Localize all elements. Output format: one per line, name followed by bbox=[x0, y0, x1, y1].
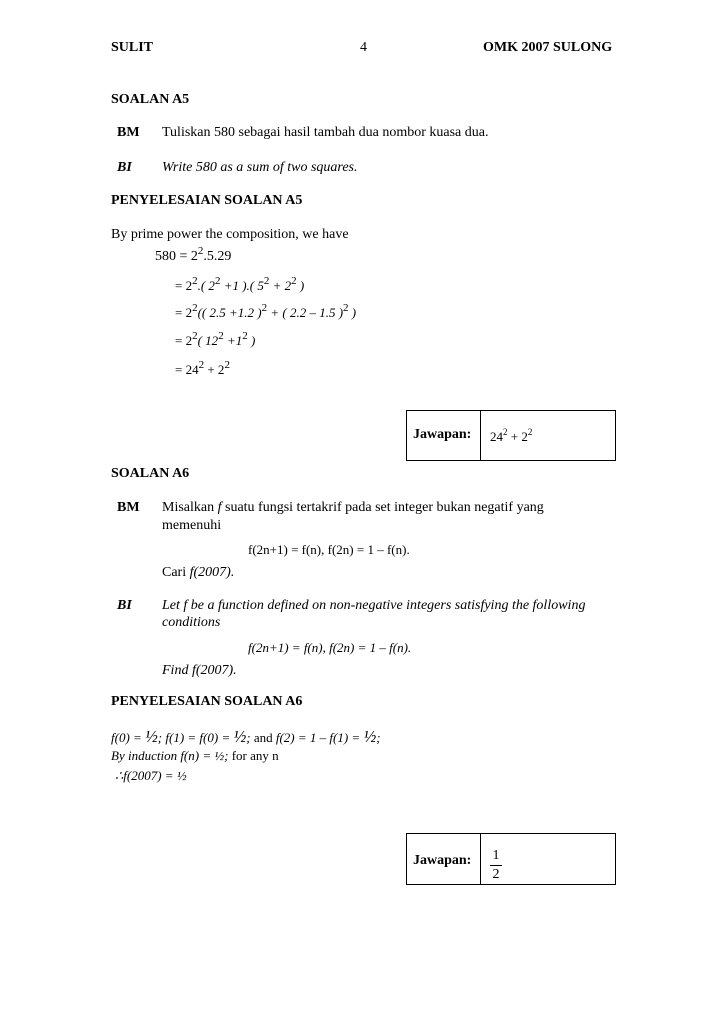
a5-step-1: $580 = 2^2.5.29$ bbox=[155, 245, 232, 264]
a6-solution-line-3: ∴f(2007) = ½ bbox=[115, 768, 187, 783]
a5-step-4: = $2^2$( $12^2 +1^2$ ) bbox=[175, 330, 256, 348]
a6-bi-text-2: conditions bbox=[162, 615, 221, 630]
a6-title: SOALAN A6 bbox=[111, 466, 190, 481]
a6-bi-tag: BI bbox=[117, 598, 132, 613]
a5-step-5: = $24^2 + 2^2$ bbox=[175, 359, 230, 377]
a5-bi-tag: BI bbox=[117, 160, 132, 175]
a5-intro: By prime power the composition, we have bbox=[111, 227, 349, 242]
a6-solution-title: PENYELESAIAN SOALAN A6 bbox=[111, 694, 303, 709]
a5-answer-label: Jawapan: bbox=[413, 427, 472, 442]
a6-bm-text-2: memenuhi bbox=[162, 518, 222, 533]
a5-answer-value: $24^2 + 2^2$ bbox=[490, 427, 533, 444]
a6-bm-text-1: Misalkan f suatu fungsi tertakrif pada set integer bukan negatif yang bbox=[162, 500, 544, 515]
a5-bm-tag: BM bbox=[117, 125, 140, 140]
a6-solution-line-1: f(0) = ½; f(1) = f(0) = ½; and f(2) = 1 – f(1) = ½; bbox=[111, 727, 381, 746]
a5-solution-title: PENYELESAIAN SOALAN A5 bbox=[111, 193, 303, 208]
a6-answer-fraction bbox=[490, 848, 502, 883]
a6-bm-tag: BM bbox=[117, 500, 140, 515]
a5-step-3: = $2^2$(( 2.5 +1.2 )$^2$ + ( 2.2 – 1.5 )$^2$ ) bbox=[175, 302, 357, 320]
header-left: SULIT bbox=[111, 40, 154, 55]
a6-bm-find: Cari f(2007). bbox=[162, 565, 235, 580]
a5-step-2: = $2^2$.( $2^2 +1$ ).( $5^2 + 2^2$ ) bbox=[175, 275, 305, 293]
a5-bi-text: Write 580 as a sum of two squares. bbox=[162, 160, 358, 175]
a6-answer-label: Jawapan: bbox=[413, 853, 472, 868]
a6-bi-equation: f(2n+1) = f(n), f(2n) = 1 – f(n). bbox=[248, 640, 412, 655]
fraction-bar bbox=[490, 865, 502, 866]
a6-bi-text-1: Let f be a function defined on non-negative integers satisfying the following bbox=[162, 598, 586, 613]
a5-bm-text: Tuliskan 580 sebagai hasil tambah dua nombor kuasa dua. bbox=[162, 125, 489, 140]
a5-title: SOALAN A5 bbox=[111, 92, 190, 107]
a6-answer-numerator: 1 bbox=[492, 848, 500, 863]
a6-solution-line-2: By induction f(n) = ½; for any n bbox=[111, 748, 279, 763]
a6-answer-denominator: 2 bbox=[492, 867, 500, 882]
a6-bm-equation: f(2n+1) = f(n), f(2n) = 1 – f(n). bbox=[248, 542, 410, 557]
header-right: OMK 2007 SULONG bbox=[483, 40, 613, 55]
page-number: 4 bbox=[360, 40, 367, 55]
a6-bi-find: Find f(2007). bbox=[162, 663, 237, 678]
